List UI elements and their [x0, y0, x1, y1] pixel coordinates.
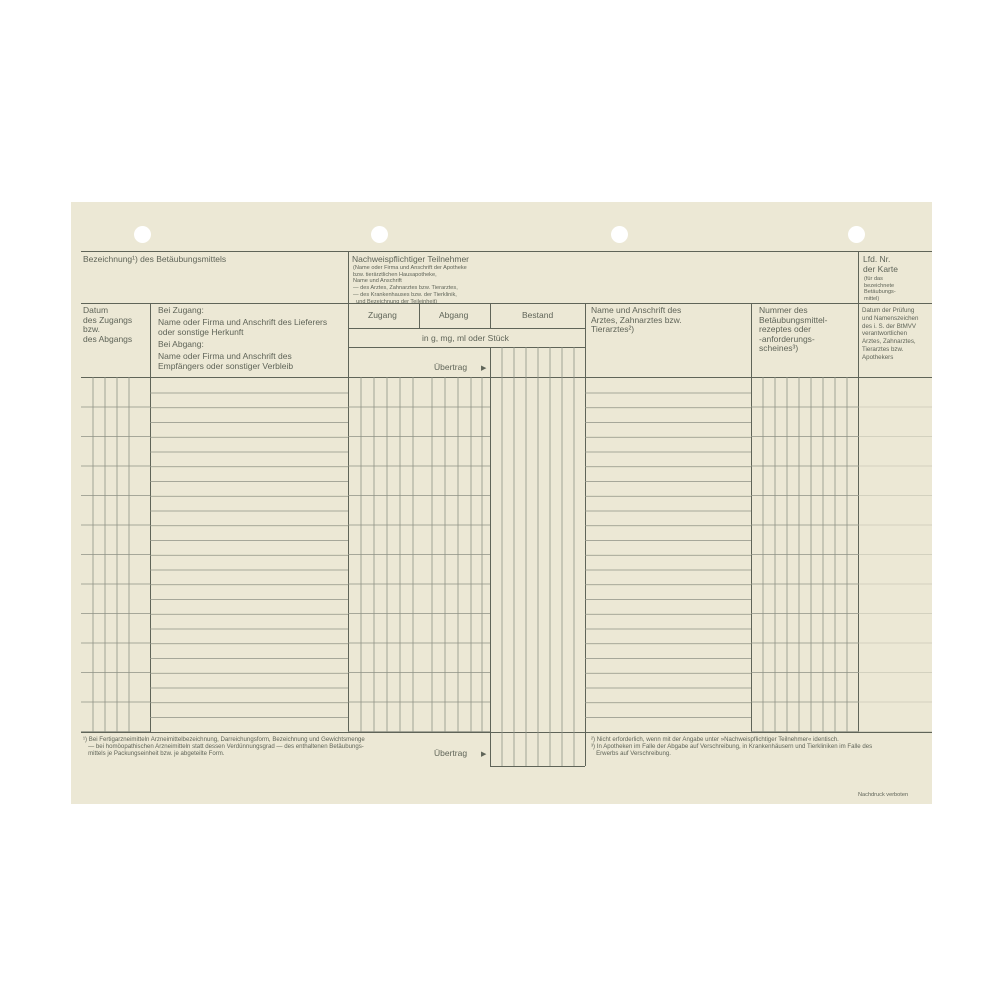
abgang-label: Bei Abgang:: [158, 339, 204, 349]
nummer-header: Nummer des Betäubungsmittel- rezeptes oder -anforderungs- scheines³): [759, 305, 828, 354]
lfd-nr-label: Lfd. Nr. der Karte: [863, 254, 898, 274]
lfd-nr-note: (für das bezeichnete Betäubungs- mittel): [864, 276, 896, 303]
narcotics-record-card: [71, 202, 932, 804]
datum-header: Datum des Zugangs bzw. des Abgangs: [83, 305, 133, 344]
right-triangle-icon: ▶: [481, 365, 487, 372]
uebertrag-bottom-label: Übertrag: [434, 748, 468, 758]
uebertrag-top-label: Übertrag: [434, 362, 468, 372]
teilnehmer-details: (Name oder Firma und Anschrift der Apotheke bzw. tierärztlichen Hausapotheke, Name und Anschrift — des Arztes, Zahnarztes bzw. Tierarztes, — des Krankenhauses bzw. der Tierklinik, und Bezeichnung der Teileinheit): [353, 265, 467, 305]
nachdruck-verboten: Nachdruck verboten: [858, 792, 909, 798]
bestand-column-header: Bestand: [522, 310, 554, 320]
zugang-column-header: Zugang: [368, 310, 397, 320]
abgang-text: Name oder Firma und Anschrift des Empfängers oder sonstiger Verbleib: [158, 351, 294, 371]
footnote-2-3: ²) Nicht erforderlich, wenn mit der Angabe unter »Nachweispflichtiger Teilnehmer« identisch. ³) In Apotheken im Falle der Abgabe auf Verschreibung, in Krankenhäusern und Tierkliniken im Falle des Erwerbs auf Verschreibung.: [591, 736, 873, 758]
ruled-grid: [71, 202, 932, 804]
right-triangle-icon: ▶: [481, 751, 487, 758]
zugang-text: Name oder Firma und Anschrift des Lieferers oder sonstige Herkunft: [158, 317, 328, 337]
bezeichnung-label: Bezeichnung¹) des Betäubungsmittels: [83, 254, 227, 264]
pruefung-header: Datum der Prüfung und Namenszeichen des i. S. der BtMVV verantwortlichen Arztes, Zahnarztes, Tierarztes bzw. Apothekers: [862, 307, 919, 361]
unit-label: in g, mg, ml oder Stück: [422, 333, 509, 343]
arzt-header: Name und Anschrift des Arztes, Zahnarztes bzw. Tierarztes²): [591, 305, 682, 335]
footnote-1: ¹) Bei Fertigarzneimitteln Arzneimittelbezeichnung, Darreichungsform, Bezeichnung und Gewichtsmenge — bei homöopathischen Arzneimitteln statt dessen Verdünnungsgrad — des enthaltenen Betäubungs- mittels je Packungseinheit bzw. je abgeteilte Form.: [83, 736, 365, 758]
abgang-column-header: Abgang: [439, 310, 469, 320]
zugang-label: Bei Zugang:: [158, 305, 204, 315]
teilnehmer-title: Nachweispflichtiger Teilnehmer: [352, 254, 470, 264]
